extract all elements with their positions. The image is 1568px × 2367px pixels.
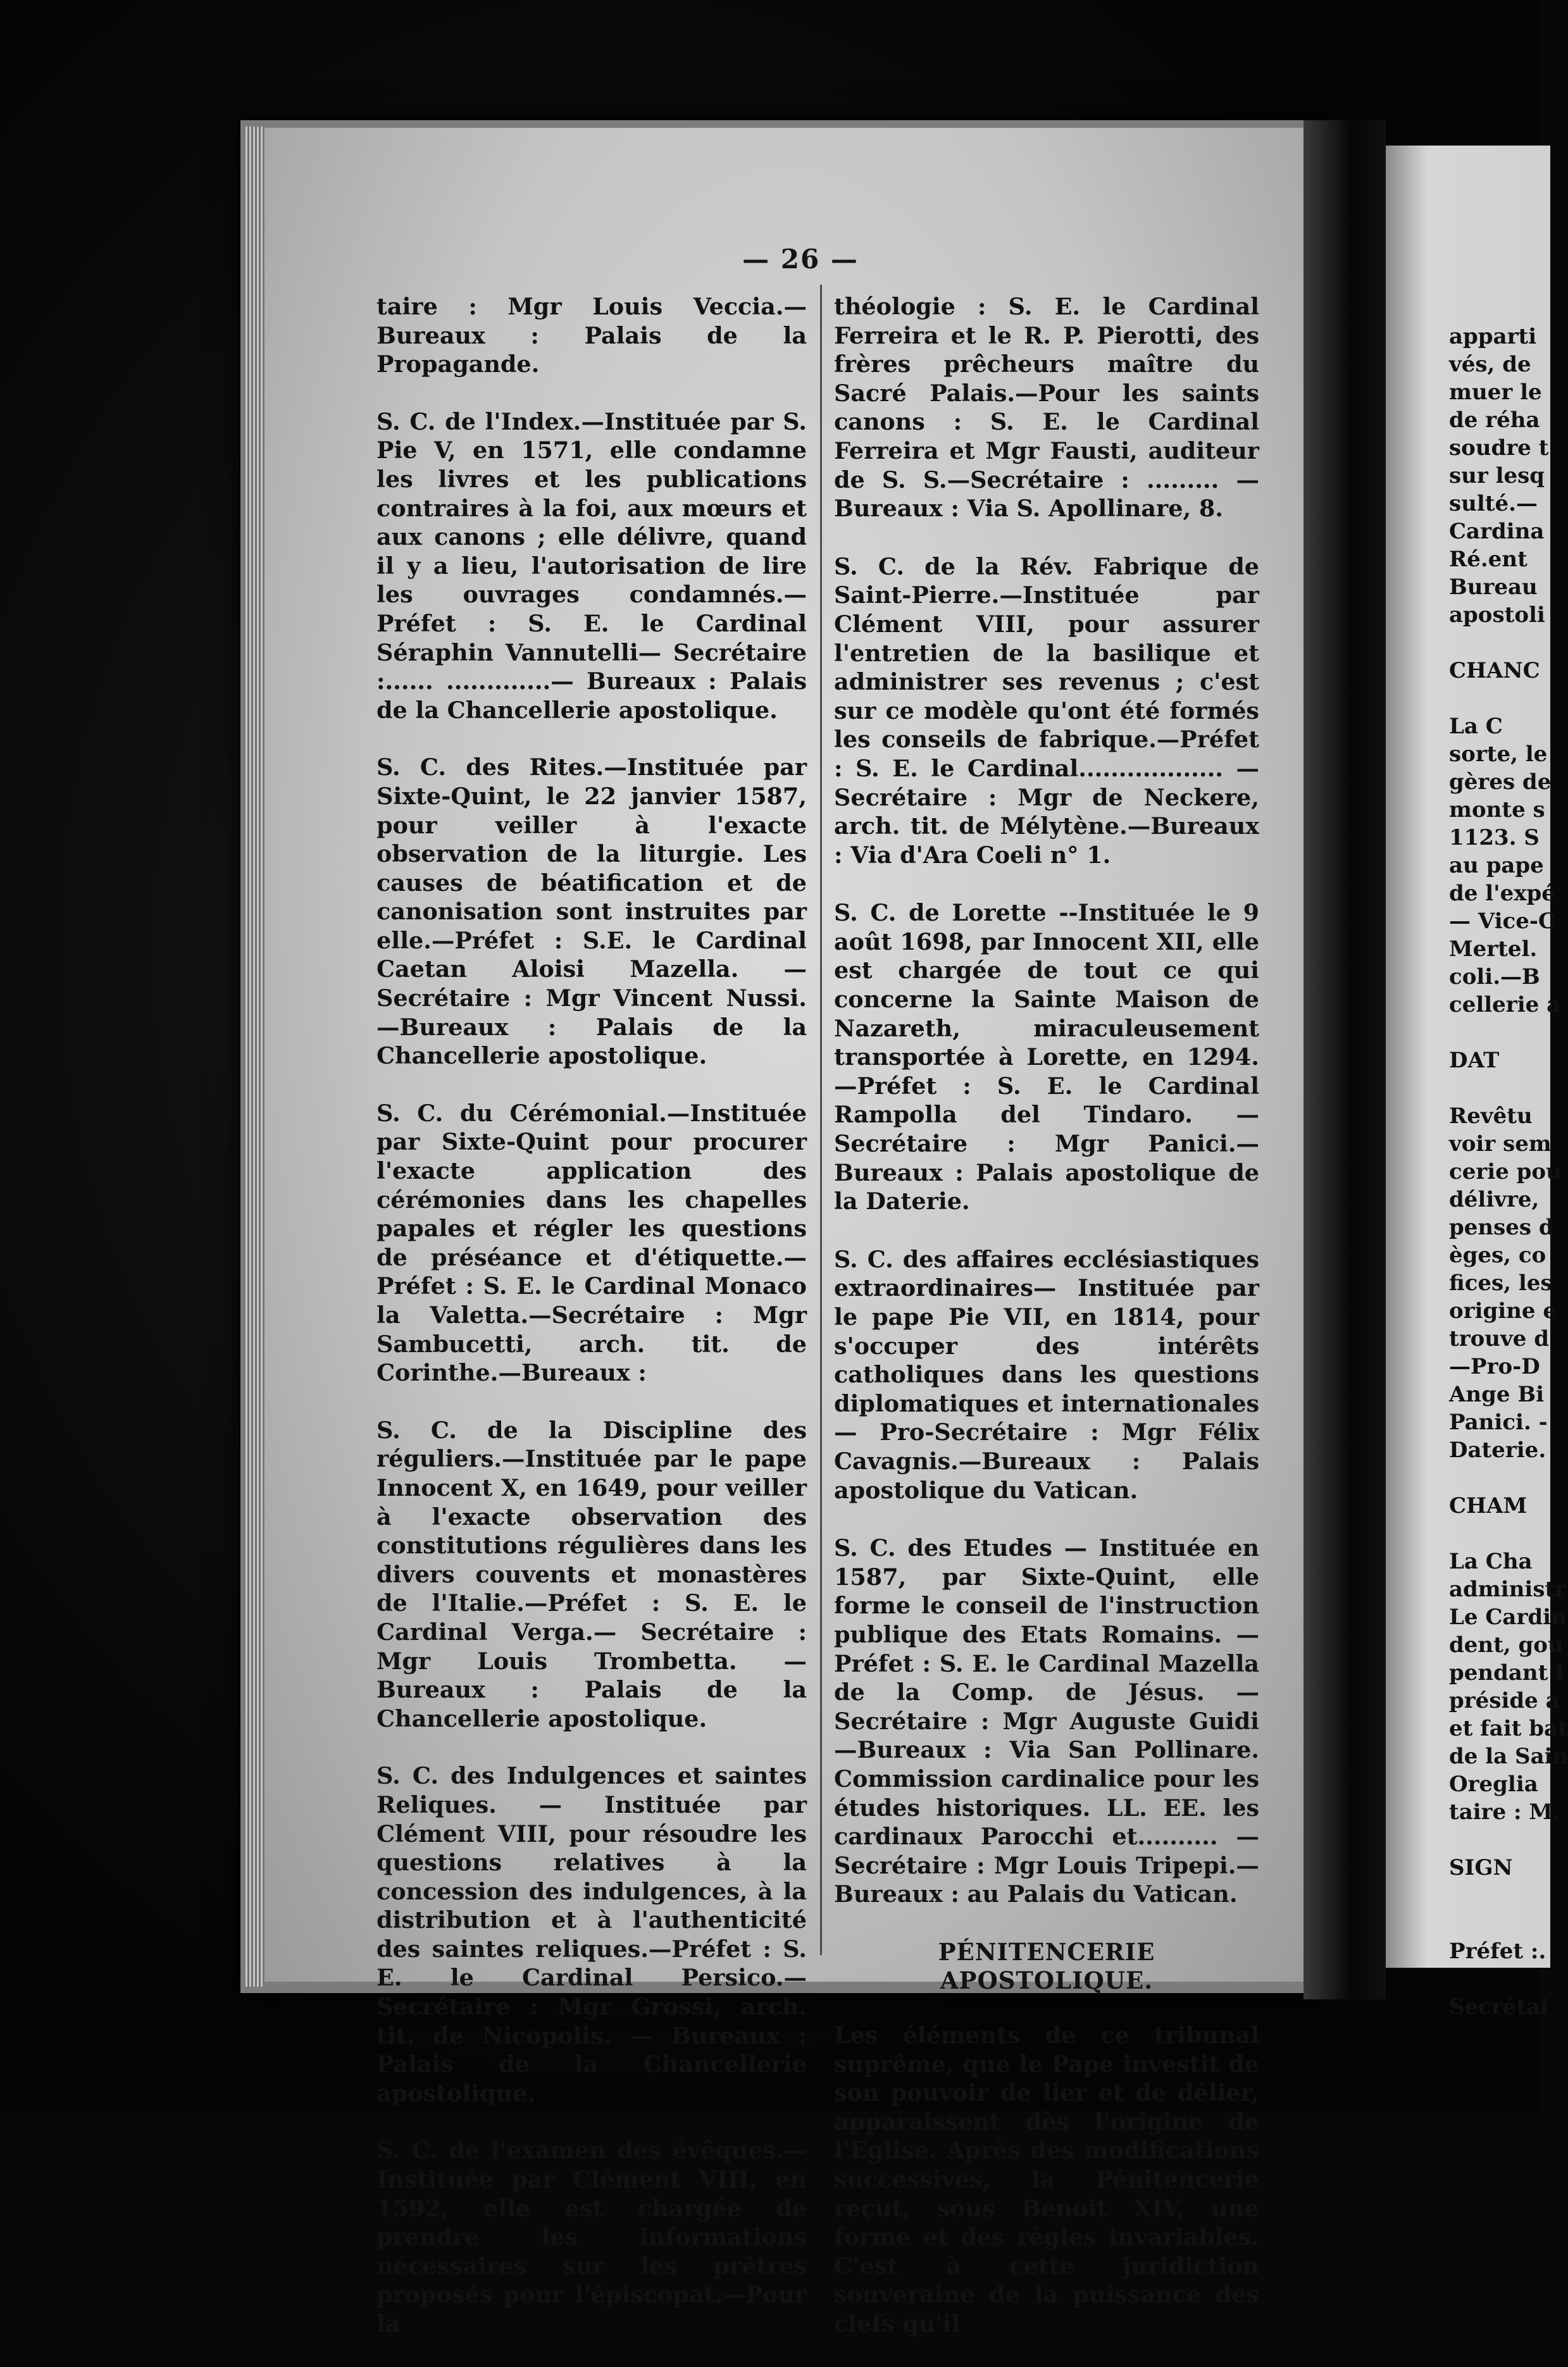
middle-text-column [834, 292, 1259, 2367]
paragraph-index: S. C. de l'Index.—Instituée par S. Pie V, en 1571, elle condamne les livres et les publications contraires à la foi, aux mœurs et aux canons ; elle délivre, quand il y a lieu, l'autorisation de lire les ouvrages condamnés.— Préfet : S. E. le Cardinal Séraphin Vannutelli— Secrétaire :...... .............— Bureaux : Palais de la Chancellerie apostolique. [376, 407, 807, 724]
right-page-line: et fait bat [1449, 1716, 1568, 1741]
right-page-gap [1449, 1965, 1550, 1993]
right-page-line: penses d [1449, 1215, 1554, 1240]
right-page-line: pendant l [1449, 1660, 1564, 1686]
right-page-gap [1449, 685, 1550, 712]
right-page-line: de réha [1449, 407, 1540, 433]
left-text-column [376, 292, 807, 2367]
right-page-line: Mertel. [1449, 936, 1538, 962]
paragraph-lorette: S. C. de Lorette --Instituée le 9 août 1698, par Innocent XII, elle est chargée de tout ce qui concerne la Sainte Maison de Nazareth, miraculeusement transportée à Lorette, en 1294.—Préfet : S. E. le Cardinal Rampolla del Tindaro. — Secrétaire : Mgr Panici.—Bureaux : Palais apostolique de la Daterie. [834, 899, 1259, 1215]
right-page-line: gères de [1449, 769, 1552, 795]
right-page-line: CHAM [1449, 1493, 1528, 1519]
right-page-line: cellerie a [1449, 992, 1561, 1017]
right-page-gap [1449, 1882, 1550, 1910]
right-page-line: —Pro-D [1449, 1354, 1540, 1379]
page-edges [246, 127, 263, 1987]
right-page-line: Ré.ent [1449, 547, 1528, 572]
right-page-line: apparti [1449, 324, 1537, 349]
right-page-gap [1449, 1019, 1550, 1047]
paragraph-discipline-reguliers: S. C. de la Discipline des réguliers.—Instituée par le pape Innocent X, en 1649, pour veiller à l'exacte observation des constitutions régulières dans les divers couvents et monastères de l'Italie.—Préfet : S. E. le Cardinal Verga.— Secrétaire : Mgr Louis Trombetta. — Bureaux : Palais de la Chancellerie apostolique. [376, 1416, 807, 1732]
right-page-line: de la Sain [1449, 1744, 1568, 1769]
right-page-line: administr [1449, 1577, 1567, 1602]
paragraph-ceremonial: S. C. du Cérémonial.—Instituée par Sixte-Quint pour procurer l'exacte application des cérémonies dans les chapelles papales et régler les questions de préséance et d'étiquette.—Préfet : S. E. le Cardinal Monaco la Valetta.—Secrétaire : Mgr Sambucetti, arch. tit. de Corinthe.—Bureaux : [376, 1099, 807, 1387]
right-page-line: Revêtu [1449, 1103, 1533, 1129]
right-page-line: 1123. S [1449, 825, 1540, 850]
page-number: — 26 — [742, 244, 859, 275]
right-page-line: CHANC [1449, 658, 1540, 683]
right-page-line: Secrétai [1449, 1994, 1549, 2020]
paragraph-examen-eveques: S. C. de l'examen des évêques.— Instituée par Clément VIII, en 1592, elle est chargée de prendre les informations nécessaires sur les prêtres proposés pour l'épiscopat.—Pour la [376, 2137, 807, 2337]
right-page-line: sur lesq [1449, 463, 1545, 488]
right-page-line: monte s [1449, 797, 1545, 823]
right-page-line: Préfet :. [1449, 1939, 1546, 1964]
paragraph-affaires-extraordinaires: S. C. des affaires ecclésiastiques extraordinaires— Instituée par le pape Pie VII, en 1814, pour s'occuper des intérêts catholiques dans les questions diplomatiques et internationales— Pro-Secrétaire : Mgr Félix Cavagnis.—Bureaux : Palais apostolique du Vatican. [834, 1245, 1259, 1504]
paragraph-penitencerie: Les éléments de ce tribunal suprême, que le Pape investit de son pouvoir de lier et de délier, apparaissent dès l'origine de l'Eglise. Après des modifications successives, la Pénitencerie reçut, sous Benoit XIV, une forme et des règles invariables. C'est à cette juridiction souveraine de la puissance des clefs qu'il [834, 2022, 1259, 2337]
right-page-line: cerie pou [1449, 1159, 1562, 1184]
right-page-line: Panici. - [1449, 1410, 1548, 1435]
right-page-gap [1449, 1910, 1550, 1937]
right-page-line: préside a [1449, 1688, 1560, 1713]
right-page-gap [1449, 1826, 1550, 1854]
right-page-line: Bureau [1449, 575, 1538, 600]
right-page-line: taire : M. [1449, 1799, 1560, 1825]
right-page-line: apostoli [1449, 602, 1545, 628]
right-page-line: au pape [1449, 853, 1544, 878]
right-page-line: Cardina [1449, 519, 1545, 544]
paragraph-indulgences: S. C. des Indulgences et saintes Reliques. — Instituée par Clément VIII, pour résoudre les questions relatives à la concession des indulgences, à la distribution et à l'authenticité des saintes reliques.—Préfet : S. E. le Cardinal Persico.— Secrétaire : Mgr Grossi, arch. tit. de Nicopolis. — Bureaux : Palais de la Chancellerie apostolique. [376, 1762, 807, 2107]
right-page-line: La C [1449, 714, 1503, 739]
right-page-line: trouve d [1449, 1326, 1550, 1351]
right-page-line: muer le [1449, 380, 1542, 405]
right-page-line: DAT [1449, 1048, 1500, 1073]
right-page-line: voir sem [1449, 1131, 1552, 1157]
column-divider [820, 285, 822, 1955]
right-page-line: Daterie. [1449, 1438, 1546, 1463]
right-page-line: soudre t [1449, 435, 1549, 461]
right-page-line: sorte, le [1449, 742, 1548, 767]
right-page-line: origine e [1449, 1298, 1557, 1324]
paragraph-propagande-continuation: taire : Mgr Louis Veccia.— Bureaux : Palais de la Propagande. [376, 293, 807, 378]
right-page-gap [1449, 629, 1550, 657]
right-page-line: SIGN [1449, 1855, 1513, 1880]
right-page-line: Oreglia [1449, 1772, 1538, 1797]
book-gutter [1304, 120, 1386, 1999]
paragraph-fabrique-saint-pierre: S. C. de la Rév. Fabrique de Saint-Pierre.—Instituée par Clément VIII, pour assurer l'entretien de la basilique et administrer ses revenus ; c'est sur ce modèle qu'ont été formés les conseils de fabrique.—Préfet : S. E. le Cardinal.................. — Secrétaire : Mgr de Neckere, arch. tit. de Mélytène.—Bureaux : Via d'Ara Coeli n° 1. [834, 552, 1259, 869]
right-page-gap [1449, 1520, 1550, 1548]
right-page-line: La Cha [1449, 1549, 1533, 1574]
right-page-line: èges, co [1449, 1243, 1546, 1268]
right-page-gap [1449, 1074, 1550, 1102]
right-page-gap [1449, 1464, 1550, 1492]
right-page-line: fices, les [1449, 1270, 1553, 1296]
right-page-line: sulté.— [1449, 491, 1538, 516]
right-page-line: de l'expé [1449, 881, 1555, 906]
right-page-line: — Vice-C [1449, 909, 1556, 934]
right-page-line: Le Cardin [1449, 1605, 1567, 1630]
right-page-line: coli.—B [1449, 964, 1540, 990]
paragraph-etudes: S. C. des Etudes — Instituée en 1587, par Sixte-Quint, elle forme le conseil de l'instruction publique des Etats Romains. — Préfet : S. E. le Cardinal Mazella de la Comp. de Jésus. — Secrétaire : Mgr Auguste Guidi—Bureaux : Via San Pollinare. Commission cardinalice pour les études historiques. LL. EE. les cardinaux Parocchi et.......... — Secrétaire : Mgr Louis Tripepi.—Bureaux : au Palais du Vatican. [834, 1534, 1259, 1908]
right-page-fragments [1449, 323, 1568, 2021]
paragraph-rites: S. C. des Rites.—Instituée par Sixte-Quint, le 22 janvier 1587, pour veiller à l'exacte observation de la liturgie. Les causes de béatification et de canonisation sont instruites par elle.—Préfet : S.E. le Cardinal Caetan Aloisi Mazella. — Secrétaire : Mgr Vincent Nussi.—Bureaux : Palais de la Chancellerie apostolique. [376, 754, 807, 1070]
heading-penitencerie: PÉNITENCERIE APOSTOLIQUE. [938, 1937, 1155, 1995]
right-page-line: délivre, [1449, 1187, 1540, 1212]
right-page-line: dent, gou [1449, 1632, 1564, 1658]
right-page-line: Ange Bi [1449, 1382, 1544, 1407]
right-page-line: vés, de [1449, 352, 1531, 377]
paragraph-examen-continuation: théologie : S. E. le Cardinal Ferreira et le R. P. Pierotti, des frères prêcheurs maître du Sacré Palais.—Pour les saints canons : S. E. le Cardinal Ferreira et Mgr Fausti, auditeur de S. S.—Secrétaire : ......... — Bureaux : Via S. Apollinare, 8. [834, 293, 1259, 523]
